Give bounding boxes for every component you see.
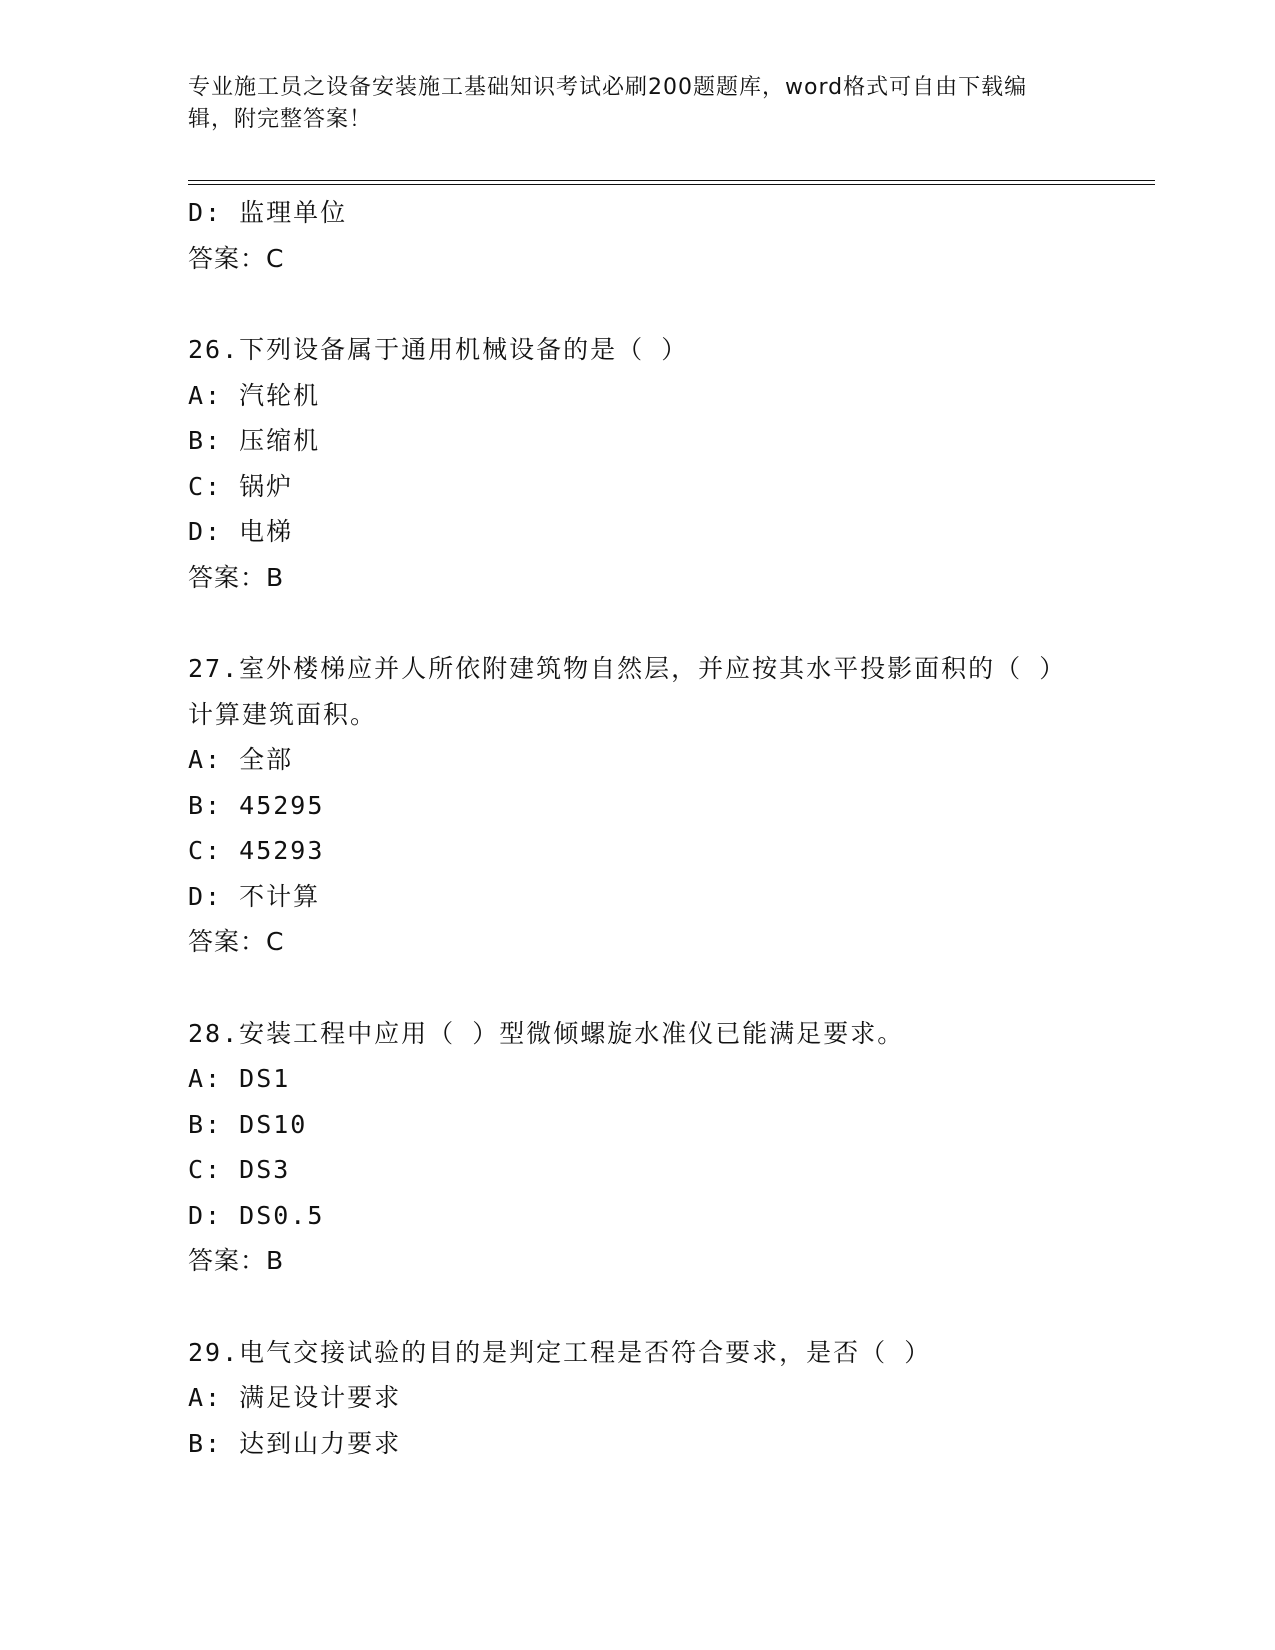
option-a: A: 满足设计要求	[188, 1383, 402, 1412]
question-stem: 29.电气交接试验的目的是判定工程是否符合要求，是否（ ）	[188, 1337, 932, 1367]
option-d: D: DS0.5	[188, 1200, 325, 1230]
question-29	[188, 1330, 1088, 1467]
option-b: B: 45295	[188, 790, 325, 820]
question-stem: 26.下列设备属于通用机械设备的是（ ）	[188, 335, 689, 364]
header-double-rule	[188, 180, 1155, 185]
spacer	[188, 1284, 1088, 1330]
spacer	[188, 600, 1088, 646]
option-c: C: DS3	[188, 1155, 291, 1184]
answer-line: 答案：C	[188, 243, 285, 273]
option-a: A: DS1	[188, 1064, 291, 1093]
option-c: C: 锅炉	[188, 471, 294, 501]
question-stem: 27.室外楼梯应并人所依附建筑物自然层，并应按其水平投影面积的（ ）计算建筑面积。	[188, 654, 1067, 729]
option-d: D: 监理单位	[188, 198, 348, 227]
question-list	[188, 190, 1088, 1466]
option-c: C: 45293	[188, 836, 325, 865]
option-d: D: 电梯	[188, 517, 294, 546]
document-title: 专业施工员之设备安装施工基础知识考试必刷200题题库，word格式可自由下载编辑，附完整答案！	[188, 75, 1028, 132]
option-a: A: 汽轮机	[188, 380, 321, 410]
answer-line: 答案：B	[188, 1246, 285, 1275]
option-b: B: 压缩机	[188, 426, 321, 455]
option-b: B: DS10	[188, 1109, 308, 1139]
spacer	[188, 281, 1088, 327]
question-26	[188, 327, 1088, 600]
document-header	[188, 72, 1068, 136]
question-27	[188, 646, 1088, 965]
spacer	[188, 965, 1088, 1011]
question-28	[188, 1011, 1088, 1284]
option-b: B: 达到山力要求	[188, 1428, 402, 1458]
answer-line: 答案：B	[188, 562, 285, 592]
option-a: A: 全部	[188, 745, 294, 774]
question-stem: 28.安装工程中应用（ ）型微倾螺旋水准仪已能满足要求。	[188, 1018, 905, 1048]
answer-line: 答案：C	[188, 927, 285, 956]
option-d: D: 不计算	[188, 881, 321, 911]
